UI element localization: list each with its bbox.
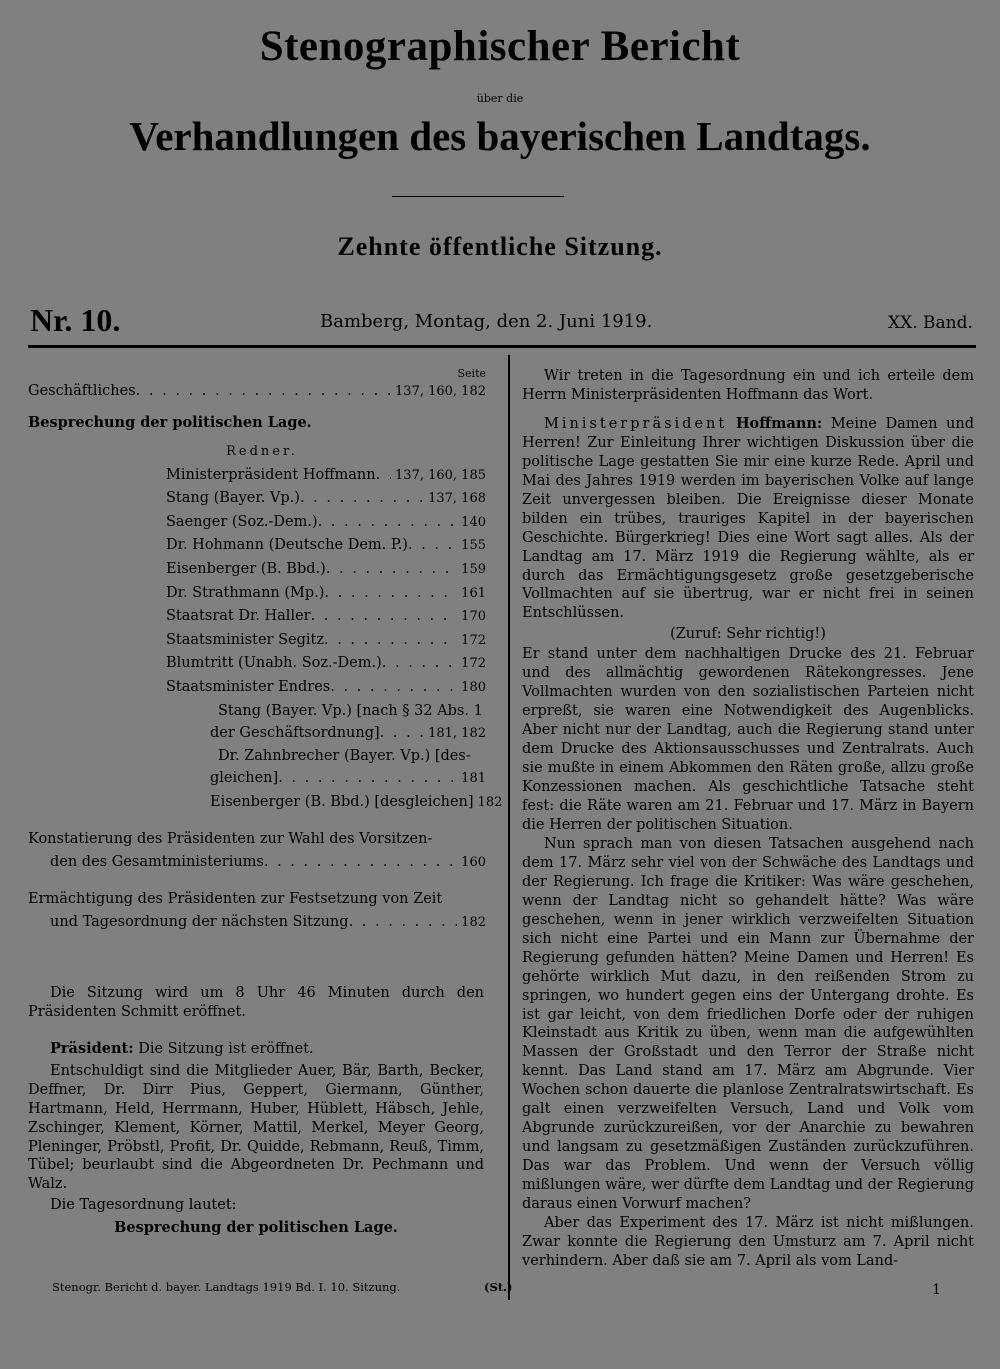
body-paragraph: Er stand unter dem nachhaltigen Drucke des 21. Februar und des allmächtig gewordenen Rätekongresses. Jene Vollmachten wurden von den sozialistischen Parteien nicht erpreßt, sie waren eine Notwendigkeit des Augenblicks. Aber nicht nur der Landtag, auch die Regierung stand unter dem Drucke des Aktionsausschusses und Zentralrats. Auch sie mußte in einem Abkommen den Räten große, allzu große Konzessionen machen. Als geschichtliche Tatsache steht fest: die Räte waren am 21. Februar und 17. März in Bayern die Herren der politischen Situation. <box>522 646 974 833</box>
speakers-label: Redner. <box>226 443 298 459</box>
speaker-sub-entry: Dr. Zahnbrecher (Bayer. Vp.) [des- gleichen] . . . 181 <box>28 745 486 791</box>
footer-citation: Stenogr. Bericht d. bayer. Landtags 1919 Bd. I. 10. Sitzung. <box>52 1280 401 1294</box>
toc-entry <box>28 380 486 404</box>
body-paragraph: Wir treten in die Tagesordnung ein und ich erteile dem Herrn Ministerpräsidenten Hoffmann das Wort. <box>522 368 974 403</box>
speaker-entry: Blumtritt (Unabh. Soz.-Dem.) . . . 172 <box>28 652 486 676</box>
speaker-entry: Staatsminister Segitz . . . 172 <box>28 629 486 653</box>
page-number: 1 <box>932 1282 941 1298</box>
toc-entry-pages: 137, 160, 182 <box>395 384 486 399</box>
speaker-entry: Eisenberger (B. Bbd.) . . . 159 <box>28 558 486 582</box>
interjection: (Zuruf: Sehr richtig!) <box>670 626 826 643</box>
speaker-name: Hoffmann: <box>735 414 823 432</box>
session-title: Zehnte öffentliche Sitzung. <box>337 232 663 261</box>
speech-paragraph <box>522 415 974 623</box>
page-column-label: Seite <box>457 367 486 380</box>
right-body-text <box>522 367 974 1271</box>
speaker-entry: Stang (Bayer. Vp.) . . . 137, 168 <box>28 487 486 511</box>
speaker-sub-entry: Stang (Bayer. Vp.) [nach § 32 Abs. 1 der Geschäftsordnung] . . . 181, 182 <box>28 700 486 746</box>
speaker-entry: Staatsminister Endres . . . 180 <box>28 676 486 700</box>
report-subtitle: Verhandlungen des bayerischen Landtags. <box>129 113 871 159</box>
speaker-entry: Dr. Hohmann (Deutsche Dem. P.) . . . 155 <box>28 534 486 558</box>
speaker-entry: Ministerpräsident Hoffmann . . . 137, 160, 185 <box>28 464 486 488</box>
speaker-title: Ministerpräsident <box>544 415 728 432</box>
body-paragraph: Aber das Experiment des 17. März ist nicht mißlungen. Zwar konnte die Regierung den Umsturz am 7. April nicht verhindern. Aber daß sie am 7. April als vom Land- <box>522 1214 974 1269</box>
speaker-entry: Staatsrat Dr. Haller . . . 170 <box>28 605 486 629</box>
footer-mark: (St.) <box>484 1280 513 1294</box>
agenda-item: Besprechung der politischen Lage. <box>114 1218 398 1236</box>
table-of-contents <box>28 367 503 935</box>
agenda-intro: Die Tagesordnung lautet: <box>50 1196 237 1213</box>
title-connector: über die <box>476 92 524 105</box>
issue-number: Nr. 10. <box>30 302 121 338</box>
header-rule <box>28 345 976 348</box>
excused-paragraph: Entschuldigt sind die Mitglieder Auer, Bär, Barth, Becker, Deffner, Dr. Dirr Pius, Geppert, Giermann, Günther, Hartmann, Held, Herrmann, Huber, Hüblett, Häbsch, Jehle, Zschinger, Klement, Körner, Mattil, Merkel, Meyer Georg, Pleninger, Pröbstl, Profit, Dr. Quidde, Rebmann, Reuß, Timm, Tübel; beurlaubt sind die Abgeordneten Dr. Pechmann und Walz. <box>28 1063 484 1193</box>
title-divider <box>392 196 564 197</box>
speech-text: Meine Damen und Herren! Zur Einleitung Ihrer wichtigen Diskussion über die politische Lage gestatten Sie mir eine kurze Rede. April und Mai des Jahres 1919 werden im bayerischen Volke auf lange Zeit unvergessen bleiben. Die Ereignisse dieser Monate bilden ein trübes, trauriges Kapitel in der bayerischen Geschichte. Bürgerkrieg! Dies eine Wort sagt alles. Als der Landtag am 17. März 1919 die Regierung wählte, als er durch das Ermächtigungsgesetz große gesetzgeberische Vollmachten auf sie übertrug, war er nicht frei in seinen Entschlüssen. <box>522 415 974 622</box>
speaker-entry: Dr. Strathmann (Mp.) . . . 161 <box>28 582 486 606</box>
speaker-sub-entry: Eisenberger (B. Bbd.) [desgleichen] 182 <box>210 793 503 810</box>
toc-entry-konstatierung: Konstatierung des Präsidenten zur Wahl des Vorsitzen- den des Gesamtministeriums . . . 160 <box>28 828 486 874</box>
speaker-entry: Saenger (Soz.-Dem.) . . . 140 <box>28 511 486 535</box>
president-label: Präsident: <box>50 1039 134 1057</box>
volume-label: XX. Band. <box>888 313 973 333</box>
left-body-text <box>28 984 484 1241</box>
toc-entry-label: Geschäftliches <box>28 383 136 399</box>
toc-entry-ermaechtigung: Ermächtigung des Präsidenten zur Festsetzung von Zeit und Tagesordnung der nächsten Sitzung . . . 182 <box>28 888 486 934</box>
president-paragraph <box>28 1040 484 1059</box>
place-date: Bamberg, Montag, den 2. Juni 1919. <box>320 311 653 332</box>
body-paragraph: Nun sprach man von diesen Tatsachen ausgehend nach dem 17. März sehr viel von der Schwäche des Landtags und der Regierung. Ich frage die Kritiker: Was wäre geschehen, wenn der Landtag nicht so gehandelt hätte? Was wäre geschehen, wenn in jener wirklich verzweifelten Situation sich nicht eine Partei und ein Mann zur Übernahme der Regierung gefunden hätten? Meine Damen und Herren! Es gehörte wirklich Mut dazu, in den reißenden Strom zu springen, wo hundert gegen eins der Untergang drohte. Es ist gar leicht, von dem friedlichen Dorfe oder der ruhigen Kleinstadt aus Kritik zu üben, wenn man die aufgewühlten Massen der Großstadt und den Terror der Straße nicht kennt. Das Land stand am 17. März am Abgrunde. Vier Wochen schon dauerte die planlose Zentralratswirtschaft. Es galt einen verzweifelten Versuch, Land und Volk vom Abgrunde zurückzureißen, vor der Anarchie zu bewahren und langsam zu gesetzmäßigen Zuständen zurückzuführen. Das war das Problem. Und wenn der Versuch völlig mißlungen wäre, wer dürfte dem Landtag und der Regierung daraus einen Vorwurf machen? <box>522 835 974 1213</box>
president-text: Die Sitzung ist eröffnet. <box>138 1040 314 1057</box>
column-divider <box>508 355 510 1300</box>
report-title: Stenographischer Bericht <box>259 23 741 70</box>
opening-paragraph: Die Sitzung wird um 8 Uhr 46 Minuten durch den Präsidenten Schmitt eröffnet. <box>28 985 484 1020</box>
toc-section-heading: Besprechung der politischen Lage. <box>28 413 312 431</box>
